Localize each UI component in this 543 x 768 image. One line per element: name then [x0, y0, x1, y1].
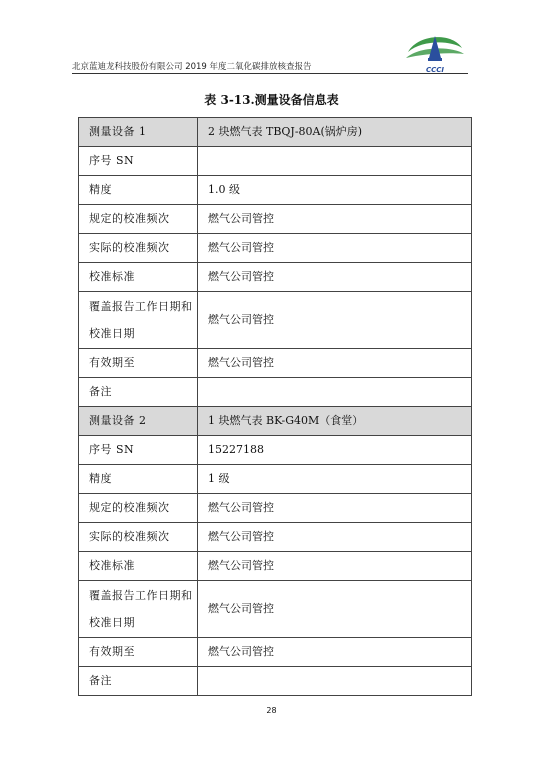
table-row: [79, 349, 472, 378]
table-row: [79, 234, 472, 263]
table-row: [79, 638, 472, 667]
row-label: 序号 SN: [79, 436, 198, 465]
row-value: 15227188: [198, 436, 472, 465]
report-header-title: 北京蓝迪龙科技股份有限公司 2019 年度二氧化碳排放核查报告: [72, 62, 312, 72]
table-row: [79, 465, 472, 494]
row-label: 规定的校准频次: [79, 205, 198, 234]
table-title: 表 3-13.测量设备信息表: [204, 93, 339, 107]
table-row: [79, 523, 472, 552]
table-row: [79, 581, 472, 638]
row-label: 覆盖报告工作日期和校准日期: [79, 581, 198, 638]
row-label: 序号 SN: [79, 147, 198, 176]
svg-text:CCCI: CCCI: [425, 66, 445, 74]
table-row: [79, 552, 472, 581]
row-label: 校准标准: [79, 263, 198, 292]
table-row: [79, 494, 472, 523]
row-label: 实际的校准频次: [79, 523, 198, 552]
row-label: 测量设备 2: [79, 407, 198, 436]
row-label: 有效期至: [79, 638, 198, 667]
row-label: 覆盖报告工作日期和校准日期: [79, 292, 198, 349]
row-value: 燃气公司管控: [198, 205, 472, 234]
table-row: [79, 436, 472, 465]
row-label: 规定的校准频次: [79, 494, 198, 523]
row-value: 燃气公司管控: [198, 234, 472, 263]
row-label: 精度: [79, 176, 198, 205]
row-value: 1.0 级: [198, 176, 472, 205]
table-row: [79, 205, 472, 234]
row-label: 备注: [79, 667, 198, 696]
table-row: [79, 292, 472, 349]
table-row: [79, 118, 472, 147]
table-row: [79, 176, 472, 205]
row-value: 燃气公司管控: [198, 494, 472, 523]
row-value: 燃气公司管控: [198, 292, 472, 349]
row-label: 精度: [79, 465, 198, 494]
table-row: [79, 667, 472, 696]
row-value: 2 块燃气表 TBQJ-80A(锅炉房): [198, 118, 472, 147]
row-value: 1 块燃气表 BK-G40M（食堂）: [198, 407, 472, 436]
table-row: [79, 263, 472, 292]
row-label: 备注: [79, 378, 198, 407]
row-label: 校准标准: [79, 552, 198, 581]
row-value: [198, 667, 472, 696]
row-value: 1 级: [198, 465, 472, 494]
ccci-logo: [404, 28, 466, 76]
row-value: 燃气公司管控: [198, 263, 472, 292]
row-value: 燃气公司管控: [198, 581, 472, 638]
table-row: [79, 378, 472, 407]
row-value: 燃气公司管控: [198, 523, 472, 552]
row-label: 实际的校准频次: [79, 234, 198, 263]
header-divider: [72, 73, 468, 74]
row-value: [198, 147, 472, 176]
row-label: 有效期至: [79, 349, 198, 378]
measurement-equipment-table: [78, 117, 472, 696]
row-value: 燃气公司管控: [198, 552, 472, 581]
table-row: [79, 147, 472, 176]
row-value: 燃气公司管控: [198, 349, 472, 378]
row-label: 测量设备 1: [79, 118, 198, 147]
table-row: [79, 407, 472, 436]
row-value: [198, 378, 472, 407]
page-number: 28: [266, 706, 277, 715]
row-value: 燃气公司管控: [198, 638, 472, 667]
